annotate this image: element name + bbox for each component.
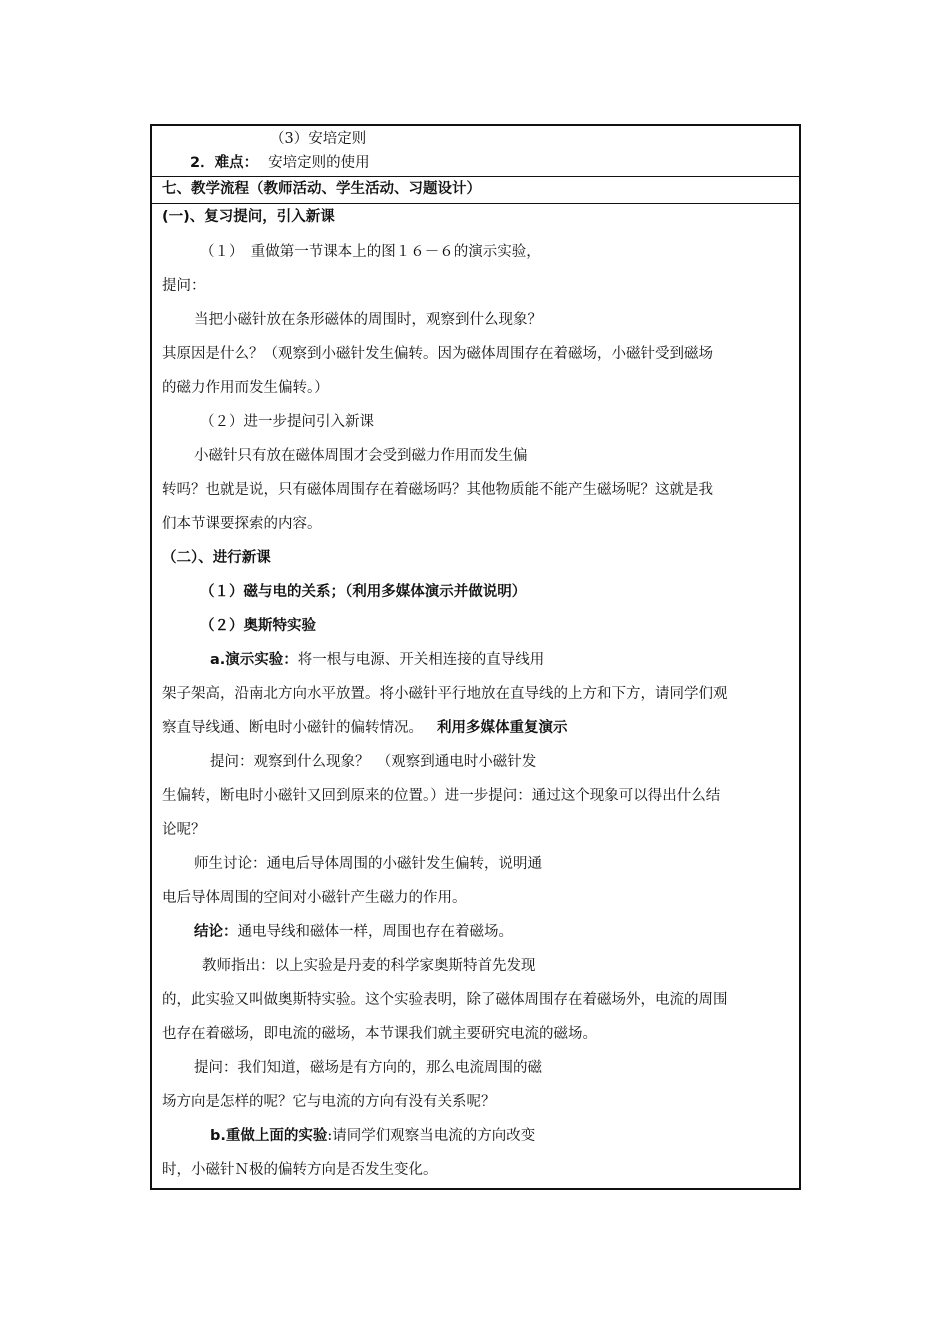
- part1-p8: 转吗？也就是说，只有磁体周围存在着磁场吗？其他物质能不能产生磁场呢？这就是我: [162, 482, 713, 498]
- experiment-a-line3: [162, 718, 568, 738]
- experiment-a-text: 将一根与电源、开关相连接的直导线用: [297, 652, 545, 668]
- part1-heading: (一)、复习提问，引入新课: [162, 209, 335, 225]
- discussion-line1: 师生讨论：通电后导体周围的小磁针发生偏转，说明通: [194, 856, 542, 872]
- experiment-a-line: [210, 650, 544, 670]
- part2-sub2: （２）奥斯特实验: [200, 618, 316, 634]
- part2-sub1: （１）磁与电的关系；（利用多媒体演示并做说明）: [200, 584, 527, 600]
- experiment-b-label: b.重做上面的实验: [210, 1128, 328, 1144]
- question-line3: 论呢？: [162, 822, 206, 838]
- experiment-b-line: [210, 1126, 535, 1146]
- item-3-text: （3）安培定则: [270, 131, 367, 147]
- part2-heading: （二）、进行新课: [162, 550, 271, 566]
- teacher-note-line3: 也存在着磁场，即电流的磁场，本节课我们就主要研究电流的磁场。: [162, 1026, 597, 1042]
- experiment-a-label: a.演示实验：: [210, 652, 298, 668]
- difficulty-text: 安培定则的使用: [268, 155, 370, 171]
- direction-question-line2: 场方向是怎样的呢？它与电流的方向有没有关系呢？: [162, 1094, 496, 1110]
- discussion-line2: 电后导体周围的空间对小磁针产生磁力的作用。: [162, 890, 467, 906]
- lesson-plan-table: [150, 124, 801, 1190]
- section-title-cell: [152, 176, 799, 204]
- key-points-cell: [152, 126, 799, 177]
- part1-p7: 小磁针只有放在磁体周围才会受到磁力作用而发生偏: [194, 448, 528, 464]
- multimedia-repeat-note: 利用多媒体重复演示: [437, 720, 568, 736]
- part1-p9: 们本节课要探索的内容。: [162, 516, 322, 532]
- conclusion-text: 通电导线和磁体一样，周围也存在着磁场。: [237, 924, 513, 940]
- part1-p5: 的磁力作用而发生偏转。）: [162, 380, 329, 396]
- difficulty-label: 2．难点：: [190, 155, 259, 171]
- part1-p6: （２）进一步提问引入新课: [200, 414, 374, 430]
- experiment-b-line2: 时，小磁针Ｎ极的偏转方向是否发生变化。: [162, 1162, 438, 1178]
- section-title: 七、教学流程（教师活动、学生活动、习题设计）: [162, 181, 481, 197]
- teacher-note-line2: 的，此实验又叫做奥斯特实验。这个实验表明，除了磁体周围存在着磁场外，电流的周围: [162, 992, 728, 1008]
- conclusion-line: [194, 922, 513, 942]
- question-line2: 生偏转，断电时小磁针又回到原来的位置。）进一步提问：通过这个现象可以得出什么结: [162, 788, 721, 804]
- teacher-note-line1: 教师指出：以上实验是丹麦的科学家奥斯特首先发现: [202, 958, 536, 974]
- part1-p2: 提问：: [162, 278, 206, 294]
- part1-p3: 当把小磁针放在条形磁体的周围时，观察到什么现象？: [194, 312, 542, 328]
- teaching-flow-cell: [152, 203, 799, 1188]
- part1-p1: （１） 重做第一节课本上的图１６－６的演示实验，: [200, 244, 541, 260]
- conclusion-label: 结论：: [194, 924, 238, 940]
- direction-question-line1: 提问：我们知道，磁场是有方向的，那么电流周围的磁: [194, 1060, 542, 1076]
- experiment-a-text3: 察直导线通、断电时小磁针的偏转情况。: [162, 720, 423, 736]
- experiment-b-text: :请同学们观察当电流的方向改变: [327, 1128, 536, 1144]
- difficulty-line: [190, 153, 370, 173]
- experiment-a-line2: 架子架高，沿南北方向水平放置。将小磁针平行地放在直导线的上方和下方，请同学们观: [162, 686, 728, 702]
- question-line1: 提问：观察到什么现象？ （观察到通电时小磁针发: [210, 754, 537, 770]
- part1-p4: 其原因是什么？（观察到小磁针发生偏转。因为磁体周围存在着磁场，小磁针受到磁场: [162, 346, 713, 362]
